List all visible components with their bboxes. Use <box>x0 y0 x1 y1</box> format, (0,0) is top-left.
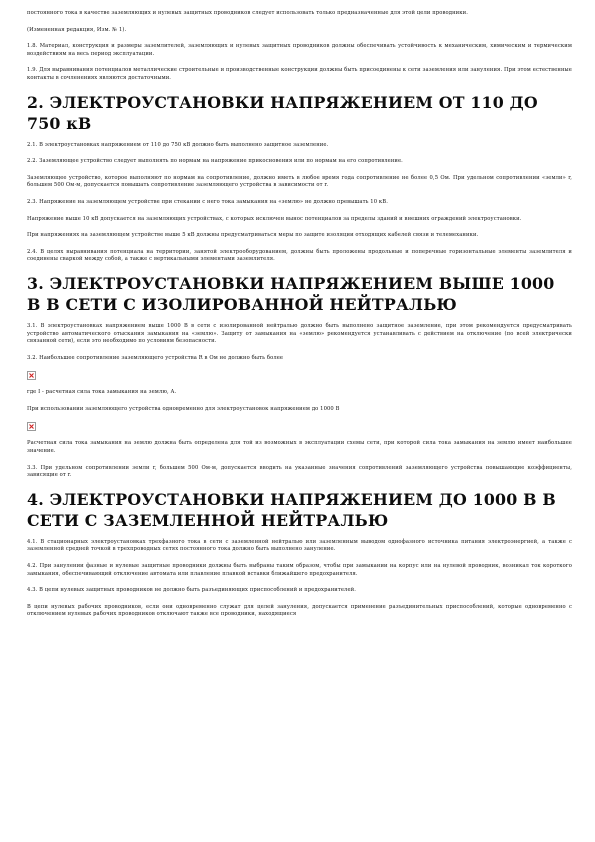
amendment-note: (Измененная редакция, Изм. № 1). <box>27 26 127 33</box>
paragraph-4-1: 4.1. В стационарных электроустановках трехфазного тока в сети с заземленной нейтралью или заземленным выводом однофазного источника питания электроэнергией, а также с заземленной средней точкой в трехпроводных сетях постоянного тока должно быть выполнено зануление. <box>27 538 572 553</box>
paragraph-1-8: 1.8. Материал, конструкция и размеры заземлителей, заземляющих и нулевых защитных проводников должны обеспечивать устойчивость к механическим, химическим и термическим воздействиям на весь период эксплуатации. <box>27 43 572 57</box>
paragraph-2-2: 2.2. Заземляющее устройство следует выполнять по нормам на напряжение прикосновения или по нормам на его сопротивление. <box>27 158 403 165</box>
paragraph-2-3-cont: Напряжение выше 10 кВ допускается на заземляющих устройствах, с которых исключен вынос потенциалов за пределы зданий и внешних ограждений электроустановки. <box>27 215 522 222</box>
paragraph-3-2: 3.2. Наибольшее сопротивление заземляющего устройства R в Ом не должно быть более <box>27 354 284 361</box>
paragraph-2-3: 2.3. Напряжение на заземляющем устройстве при стекании с него тока замыкания на «землю» не должно превышать 10 кВ. <box>27 198 388 205</box>
paragraph-continuation: постоянного тока в качестве заземляющих и нулевых защитных проводников следует использовать только предназначенные для этой цели проводники. <box>27 10 468 16</box>
paragraph-2-2-cont: Заземляющее устройство, которое выполняют по нормам на сопротивление, должно иметь в любое время года сопротивление не более 0,5 Ом. При удельном сопротивлении «земли» r, большем 500 Ом·м, допускается повышать сопротивление заземляющего устройства в зависимости от r. <box>27 174 572 189</box>
paragraph-1-9: 1.9. Для выравнивания потенциалов металлические строительные и производственные конструкции должны быть присоединены к сети заземления или зануления. При этом естественные контакты в сочленениях являются достаточными. <box>27 67 572 81</box>
section-4-heading: 4. ЭЛЕКТРОУСТАНОВКИ НАПРЯЖЕНИЕМ ДО 1000 В В СЕТИ С ЗАЗЕМЛЕННОЙ НЕЙТРАЛЬЮ <box>27 489 556 530</box>
paragraph-3-2-combined: При использовании заземляющего устройства одновременно для электроустановок напряжением до 1000 В <box>27 405 340 412</box>
document-page <box>27 10 572 628</box>
paragraph-2-4: 2.4. В целях выравнивания потенциала на территории, занятой электрооборудованием, должны быть проложены продольные и поперечные горизонтальные элементы заземлителя и соединены сваркой между собой, а также с вертикальными элементами заземлителя. <box>27 248 572 263</box>
paragraph-2-1: 2.1. В электроустановках напряжением от 110 до 750 кВ должно быть выполнено защитное заземление. <box>27 141 329 148</box>
paragraph-3-2-where: где I - расчетная сила тока замыкания на землю, А. <box>27 389 177 396</box>
paragraph-3-2-calc: Расчетная сила тока замыкания на землю должна быть определена для той из возможных в эксплуатации схемы сети, при которой сила тока замыкания на землю имеет наибольшее значение. <box>27 440 572 455</box>
broken-image-icon <box>27 371 36 380</box>
section-3-heading: 3. ЭЛЕКТРОУСТАНОВКИ НАПРЯЖЕНИЕМ ВЫШЕ 1000 В В СЕТИ С ИЗОЛИРОВАННОЙ НЕЙТРАЛЬЮ <box>27 273 555 314</box>
broken-image-icon <box>27 422 36 431</box>
paragraph-4-2: 4.2. При занулении фазные и нулевые защитные проводники должны быть выбраны таким образом, чтобы при замыкании на корпус или на нулевой проводник, возникал ток короткого замыкания, обеспечивающий отключение автомата или плавление плавкой вставки ближайшего предохранителя. <box>27 563 572 577</box>
section-2-heading: 2. ЭЛЕКТРОУСТАНОВКИ НАПРЯЖЕНИЕМ ОТ 110 ДО 750 кВ <box>27 92 538 133</box>
paragraph-4-3: 4.3. В цепи нулевых защитных проводников не должно быть разъединяющих приспособлений и предохранителей. <box>27 587 357 594</box>
paragraph-2-3-cont2: При напряжениях на заземляющем устройстве выше 5 кВ должны предусматриваться меры по защите изоляции отходящих кабелей связи и телемеханики. <box>27 232 479 239</box>
paragraph-4-3-cont: В цепи нулевых рабочих проводников, если они одновременно служат для целей зануления, допускается применение разъединительных приспособлений, которые одновременно с отключением нулевых рабочих проводников отключают также все проводники, находящиеся <box>27 603 572 618</box>
paragraph-3-3: 3.3. При удельном сопротивлении земли r, большем 500 Ом·м, допускается вводить на указанные значения сопротивлений заземляющего устройства повышающие коэффициенты, зависящие от r. <box>27 464 572 479</box>
paragraph-3-1: 3.1. В электроустановках напряжением выше 1000 В в сети с изолированной нейтралью должно быть выполнено защитное заземление, при этом рекомендуется предусматривать устройство автоматического отыскания замыкания на «землю». Защиту от замыкания на «землю» рекомендуется устанавливать с действием на отключение (по всей электрически связанной сети), если это необходимо по условиям безопасности. <box>27 322 572 345</box>
